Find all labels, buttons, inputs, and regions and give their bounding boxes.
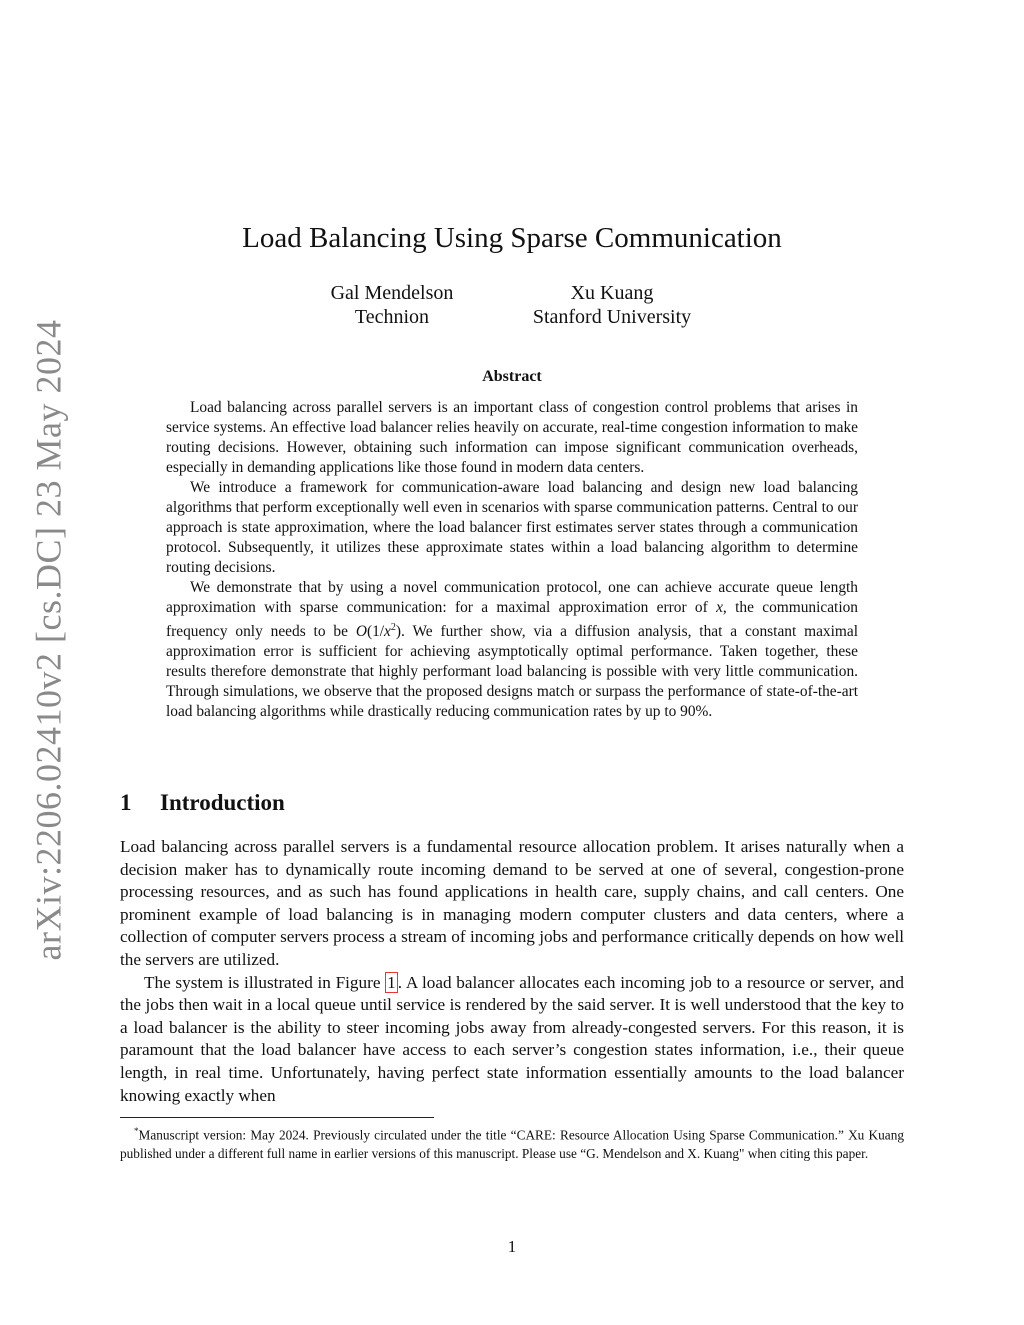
intro-p2-text-a: The system is illustrated in Figure [144,972,381,992]
math-paren-close: ) [395,623,402,641]
footnote-marker: * [134,1126,139,1136]
intro-p2-text-b: . A load balancer allocates each incoming job to a resource or server, and the jobs then wait in a local queue until service is rendered by the said server. It is well understood that the key to a load balancer is the ability to steer incoming jobs away from already-congested servers. For this reason, it is paramount that the load balancer have access to each server’s congestion states information, i.e., their queue length, in real time. Unfortunately, having perfect state information essentially amounts to the load balancer knowing exactly when [120,972,905,1105]
page-number: 1 [507,1237,517,1256]
footnote [120,1122,904,1163]
abstract-p3-text-a: We demonstrate that by using a novel communication protocol, one can achieve accurate queue length approximation with sparse communication: for a maximal approximation error of [166,579,858,616]
paper-title: Load Balancing Using Sparse Communication [242,222,782,254]
abstract-p3-text-c: . We further show, via a diffusion analysis, that a constant maximal approximation error is sufficient for achieving asymptotically optimal performance. Taken together, these results therefore demonstrate that highly performant load balancing is possible with very little communication. Through simulations, we observe that the proposed designs match or surpass the performance of state-of-the-art load balancing algorithms while drastically reducing communication rates by up to 90%. [166,623,858,721]
intro-paragraph-1: Load balancing across parallel servers is a fundamental resource allocation problem. It arises naturally when a decision maker has to dynamically route incoming demand to be served at one of several, congestion-prone processing resources, and as such has found applications in health care, supply chains, and call centers. One prominent example of load balancing is in managing modern computer clusters and data centers, where a collection of computer servers process a stream of incoming jobs and performance critically depends on how well the servers are utilized. [120,837,904,969]
footnote-text: Manuscript version: May 2024. Previously circulated under the title “CARE: Resource Allocation Using Sparse Communication.” Xu Kuang published under a different full name in earlier versions of this manuscript. Please use “G. Mendelson and X. Kuang" when citing this paper. [120,1127,904,1162]
intro-paragraph-2 [120,972,904,1108]
abstract-heading: Abstract [482,368,542,385]
introduction-body [120,836,904,1107]
arxiv-identifier-stamp [28,319,68,961]
abstract-paragraph-2: We introduce a framework for communication-aware load balancing and design new load balancing algorithms that perform exceptionally well even in scenarios with sparse communication patterns. Central to our approach is state approximation, where the load balancer first estimates server states through a communication protocol. Subsequently, it utilizes these approximate states within a load balancing algorithm to determine routing decisions. [166,479,858,576]
abstract-body [166,398,858,722]
author-1-name: Gal Mendelson [330,282,454,304]
author-1-affiliation: Technion [354,306,430,328]
author-2-affiliation: Stanford University [532,306,692,328]
footnote-rule [120,1117,434,1118]
math-var-x-squared: x [384,623,391,641]
math-exponent: 2 [390,622,396,633]
math-big-o: O [355,623,367,641]
author-2 [520,281,704,329]
abstract-paragraph-1: Load balancing across parallel servers is an important class of congestion control problems that arises in service systems. An effective load balancer relies heavily on accurate, real-time congestion information to make routing decisions. However, obtaining such information can impose significant communication overheads, especially in demanding applications like those found in modern data centers. [166,399,858,476]
section-number: 1 [120,790,132,815]
math-var-x: x [716,599,723,616]
abstract-paragraph-3 [166,578,858,722]
section-title: Introduction [160,790,285,815]
author-2-name: Xu Kuang [570,282,654,304]
figure-reference-link[interactable]: 1 [387,972,396,992]
abstract-p3-text-b: , the communication frequency only needs to be [166,599,858,641]
footnote-paragraph [120,1122,904,1163]
math-paren-open: (1/ [366,623,385,641]
section-heading-introduction [120,790,285,816]
author-1 [312,281,472,329]
arxiv-identifier-text: arXiv:2206.02410v2 [cs.DC] 23 May 2024 [28,319,68,961]
